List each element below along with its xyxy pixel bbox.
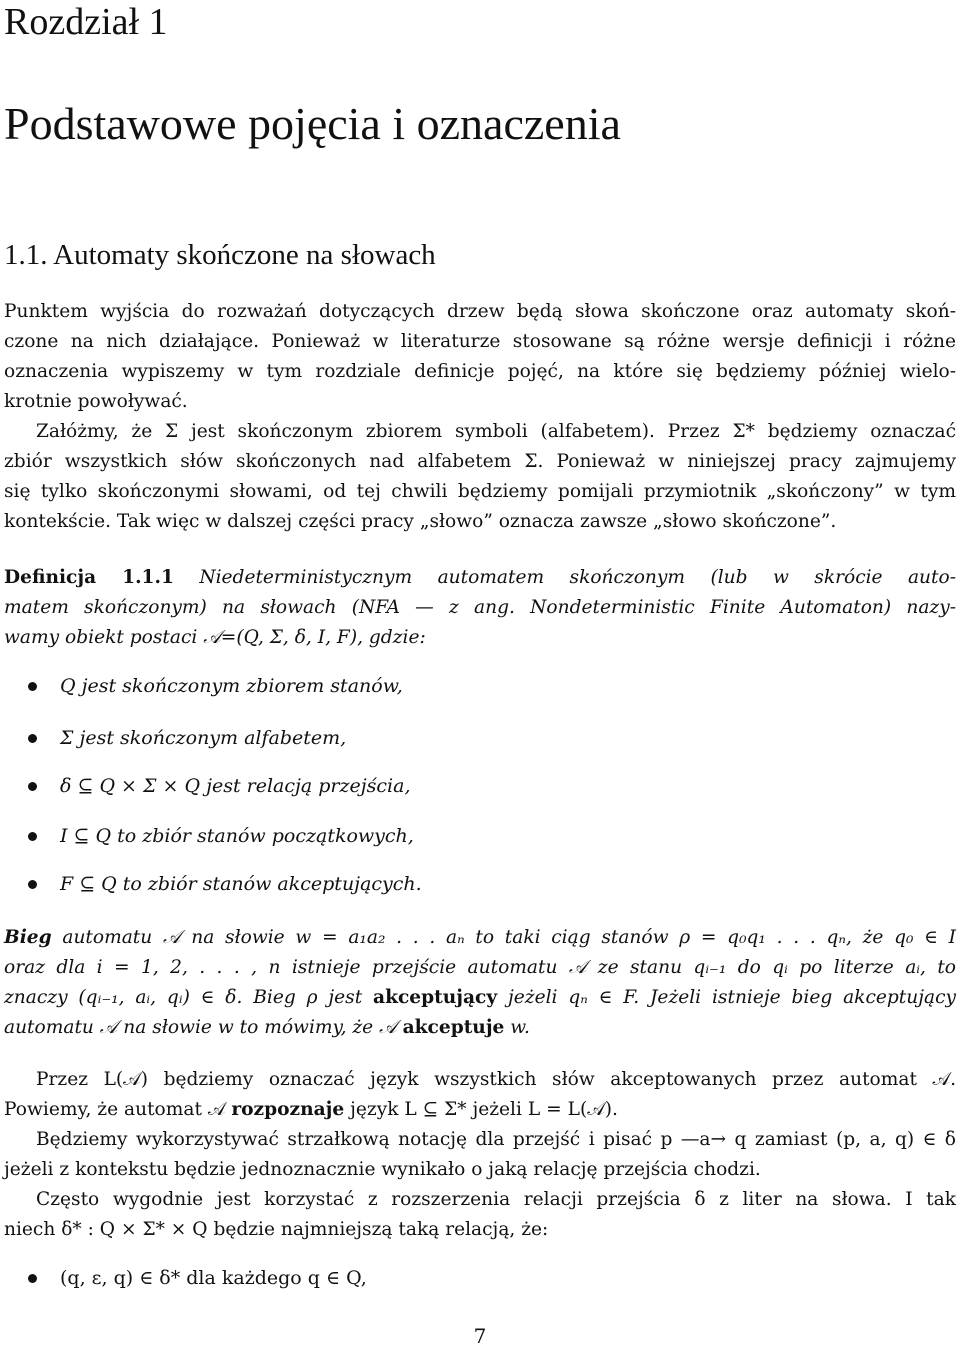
list-item: I ⊆ Q to zbiór stanów początkowych, — [60, 825, 414, 847]
definition-text: Niedeterministycznym automatem skończonym (lub w skrócie auto- — [199, 567, 956, 588]
run-line — [4, 984, 956, 1012]
intro-line: Punktem wyjścia do rozważań dotyczących drzew będą słowa skończone oraz automaty skoń- — [4, 301, 956, 322]
language-text: język L ⊆ Σ* jeżeli L = L(𝒜). — [350, 1099, 618, 1120]
accepts-term: akceptuje — [402, 1017, 505, 1038]
paragraph-line: kontekście. Tak więc w dalszej części pracy „słowo” oznacza zawsze „słowo skończone”. — [4, 511, 837, 532]
accepting-term: akceptujący — [373, 987, 498, 1008]
intro-line: oznaczenia wypiszemy w tym rozdziale definicje pojęć, na które się będziemy później wielo- — [4, 361, 956, 382]
run-text: automatu 𝒜 na słowie w = a₁a₂ . . . aₙ to taki ciąg stanów ρ = q₀q₁ . . . qₙ, że q₀ ∈ I — [62, 927, 956, 948]
bullet-icon — [28, 880, 37, 889]
run-text: znaczy (qᵢ₋₁, aᵢ, qᵢ) ∈ δ. Bieg ρ jest — [4, 987, 363, 1008]
bullet-icon — [28, 1274, 37, 1283]
definition-label: Definicja 1.1.1 — [4, 567, 174, 588]
paragraph-line: zbiór wszystkich słów skończonych nad alfabetem Σ. Ponieważ w niniejszej pracy zajmujemy — [4, 451, 956, 472]
paragraph-line: Często wygodnie jest korzystać z rozszerzenia relacji przejścia δ z liter na słowa. I tak — [36, 1189, 956, 1210]
paragraph-line: się tylko skończonymi słowami, od tej chwili będziemy pomijali przymiotnik „skończony” w tym — [4, 481, 956, 502]
chapter-title: Podstawowe pojęcia i oznaczenia — [4, 98, 621, 149]
chapter-label: Rozdział 1 — [4, 1, 168, 43]
definition-line: wamy obiekt postaci 𝒜=(Q, Σ, δ, I, F), gdzie: — [4, 627, 426, 648]
paragraph-line: jeżeli z kontekstu będzie jednoznacznie wynikało o jaką relację przejścia chodzi. — [4, 1159, 761, 1180]
run-line: oraz dla i = 1, 2, . . . , n istnieje przejście automatu 𝒜 ze stanu qᵢ₋₁ do qᵢ po literze aᵢ, to — [4, 957, 956, 978]
run-term: Bieg — [4, 927, 52, 948]
run-text: w. — [510, 1017, 530, 1038]
definition-line: matem skończonym) na słowach (NFA — z ang. Nondeterministic Finite Automaton) nazy- — [4, 597, 956, 618]
paragraph-line: niech δ* : Q × Σ* × Q będzie najmniejszą taką relacją, że: — [4, 1219, 549, 1240]
list-item: Q jest skończonym zbiorem stanów, — [60, 675, 403, 697]
intro-line: czone na nich działające. Ponieważ w literaturze stosowane są różne wersje definicji i różne — [4, 331, 956, 352]
run-line — [4, 1014, 956, 1042]
paragraph-line: Będziemy wykorzystywać strzałkową notację dla przejść i pisać p —a→ q zamiast (p, a, q) ∈ δ — [36, 1129, 956, 1150]
list-item: (q, ε, q) ∈ δ* dla każdego q ∈ Q, — [60, 1267, 367, 1289]
definition-line — [4, 564, 956, 592]
intro-line: krotnie powoływać. — [4, 391, 188, 412]
run-text: automatu 𝒜 na słowie w to mówimy, że 𝒜 — [4, 1017, 397, 1038]
bullet-icon — [28, 832, 37, 841]
section-title: 1.1. Automaty skończone na słowach — [4, 239, 436, 271]
run-text: jeżeli qₙ ∈ F. Jeżeli istnieje bieg akceptujący — [508, 987, 956, 1008]
list-item: Σ jest skończonym alfabetem, — [60, 727, 347, 749]
paragraph-line — [4, 1096, 956, 1124]
list-item: F ⊆ Q to zbiór stanów akceptujących. — [60, 873, 422, 895]
bullet-icon — [28, 682, 37, 691]
paragraph-line: Załóżmy, że Σ jest skończonym zbiorem symboli (alfabetem). Przez Σ* będziemy oznaczać — [36, 421, 956, 442]
run-line — [4, 924, 956, 952]
paragraph-line: Przez L(𝒜) będziemy oznaczać język wszystkich słów akceptowanych przez automat 𝒜. — [36, 1069, 956, 1090]
page-number: 7 — [473, 1324, 487, 1348]
language-text: Powiemy, że automat 𝒜 — [4, 1099, 226, 1120]
bullet-icon — [28, 734, 37, 743]
list-item: δ ⊆ Q × Σ × Q jest relacją przejścia, — [60, 775, 411, 797]
recognizes-term: rozpoznaje — [231, 1099, 345, 1120]
bullet-icon — [28, 782, 37, 791]
